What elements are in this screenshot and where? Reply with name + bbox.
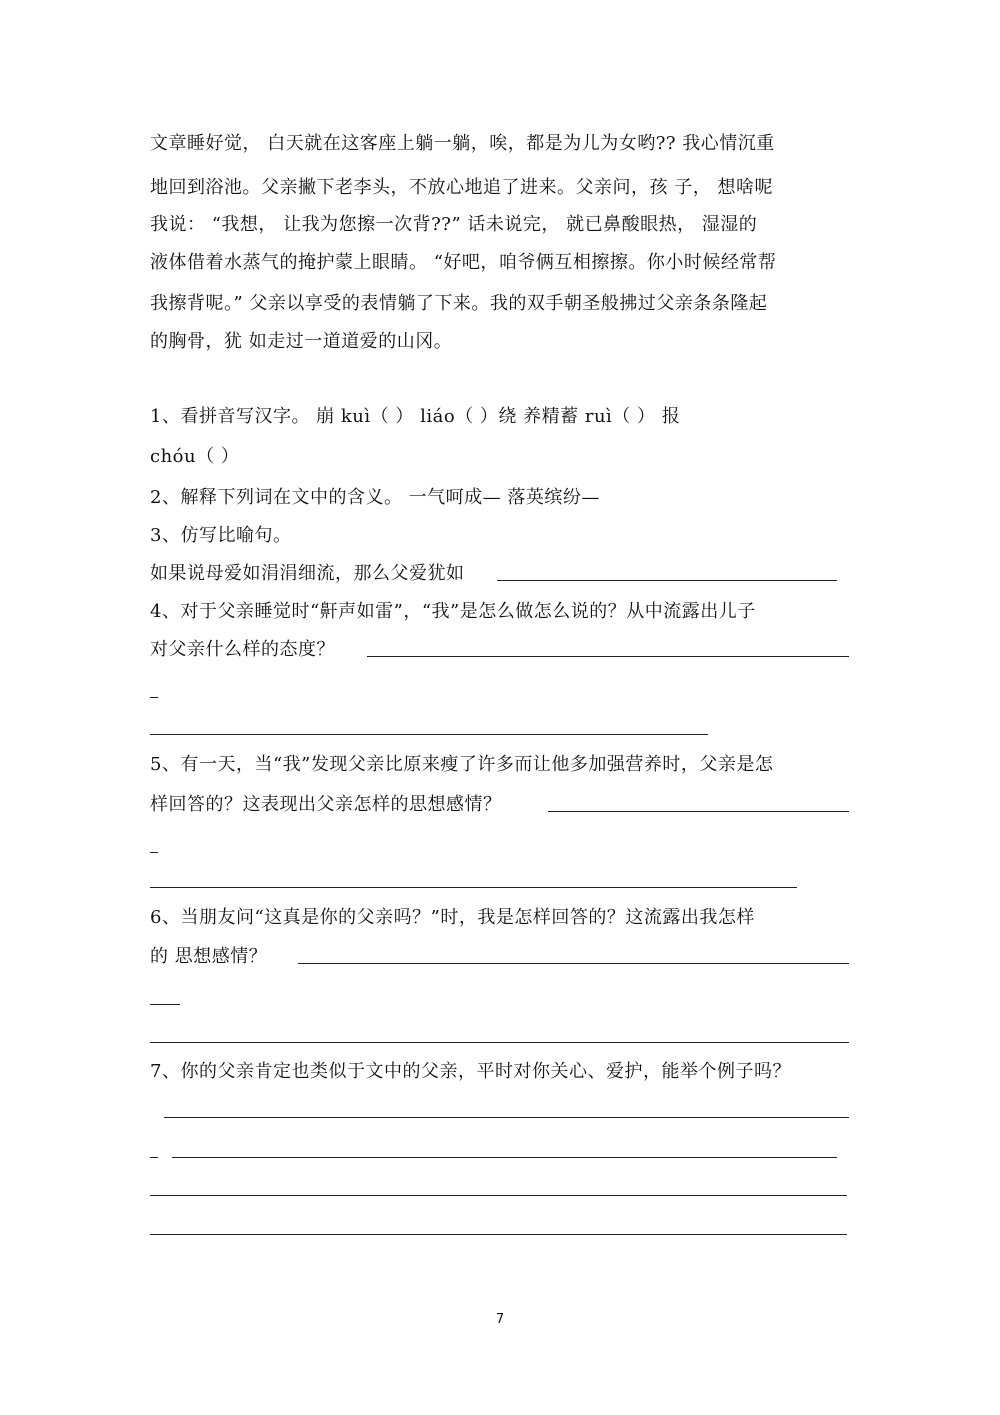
question-3-prompt: 如果说母爱如涓涓细流，那么父爱犹如 — [150, 563, 465, 584]
question-1-text-cont: chóu（ ） — [150, 446, 240, 467]
question-5-text-cont: 样回答的？这表现出父亲怎样的思想感情？ — [150, 794, 502, 815]
question-6-answer-line-2[interactable] — [150, 1042, 849, 1043]
question-4-answer-line-2[interactable] — [150, 734, 708, 735]
question-4-dash — [150, 697, 158, 698]
passage-line-1: 文章睡好觉， 白天就在这客座上躺一躺，唉，都是为儿为女哟?? 我心情沉重 — [150, 133, 775, 154]
question-7-answer-line-2[interactable] — [172, 1157, 837, 1158]
question-7-answer-line-3[interactable] — [150, 1195, 847, 1196]
question-7-text: 7、你的父亲肯定也类似于文中的父亲，平时对你关心、爱护，能举个例子吗？ — [150, 1061, 791, 1082]
page-number: 7 — [495, 1312, 505, 1327]
question-6-text-cont: 的 思想感情？ — [150, 946, 268, 967]
question-6-dash — [150, 1004, 180, 1005]
question-3-title: 3、仿写比喻句。 — [150, 525, 292, 546]
question-1-text: 1、看拼音写汉字。 崩 kuì（ ） liáo（ ）绕 养精蓄 ruì（ ） 报 — [150, 406, 681, 427]
question-5-dash — [150, 852, 158, 853]
question-7-dash — [150, 1157, 158, 1158]
question-7-answer-line-1[interactable] — [164, 1117, 849, 1118]
passage-line-3: 我说： “我想， 让我为您擦一次背??” 话未说完， 就已鼻酸眼热， 湿湿的 — [150, 214, 758, 235]
passage-line-5: 我擦背呢。” 父亲以享受的表情躺了下来。我的双手朝圣般拂过父亲条条隆起 — [150, 293, 768, 314]
question-6-answer-line-1[interactable] — [298, 963, 849, 964]
passage-line-6: 的胸骨，犹 如走过一道道爱的山冈。 — [150, 331, 453, 352]
question-4-text: 4、对于父亲睡觉时“鼾声如雷”，“我”是怎么做怎么说的？从中流露出儿子 — [150, 601, 756, 622]
passage-line-2: 地回到浴池。父亲撇下老李头，不放心地追了进来。父亲问，孩 子， 想啥呢 — [150, 177, 773, 198]
passage-line-4: 液体借着水蒸气的掩护蒙上眼睛。 “好吧，咱爷俩互相擦擦。你小时候经常帮 — [150, 252, 777, 273]
question-5-text: 5、有一天，当“我”发现父亲比原来瘦了许多而让他多加强营养时，父亲是怎 — [150, 754, 774, 775]
question-7-answer-line-4[interactable] — [150, 1234, 847, 1235]
question-5-answer-line-1[interactable] — [548, 811, 849, 812]
question-3-answer-line[interactable] — [497, 580, 837, 581]
question-4-text-cont: 对父亲什么样的态度？ — [150, 639, 335, 660]
question-2-text: 2、解释下列词在文中的含义。 一气呵成— 落英缤纷— — [150, 487, 600, 508]
question-4-answer-line-1[interactable] — [367, 656, 849, 657]
question-6-text: 6、当朋友问“这真是你的父亲吗？”时，我是怎样回答的？这流露出我怎样 — [150, 907, 755, 928]
question-5-answer-line-2[interactable] — [150, 887, 797, 888]
